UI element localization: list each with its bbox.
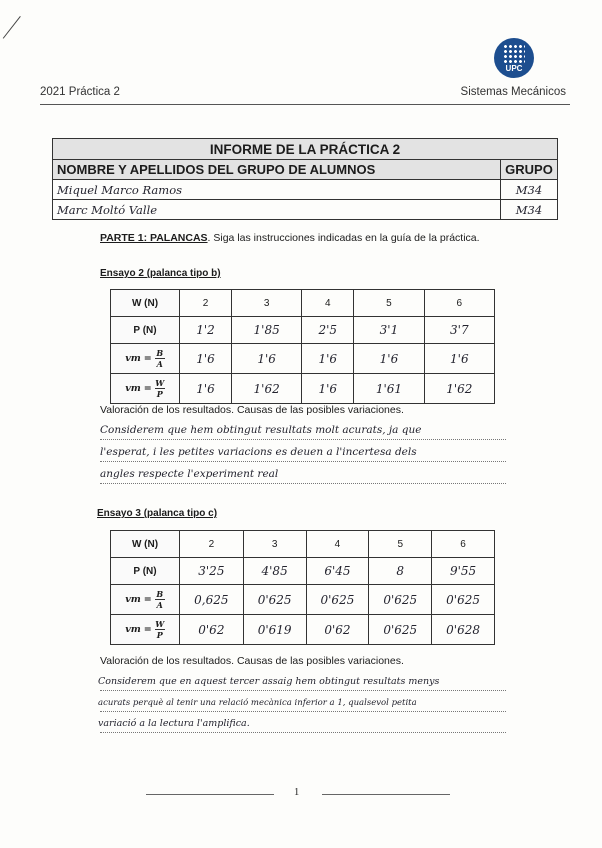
vm-ba-cell: 1'6 [302,344,354,374]
page-number: 1 [294,787,300,798]
p-cell: 3'25 [180,558,244,585]
p-cell: 6'45 [306,558,369,585]
fraction-den: A [156,600,163,610]
p-cell: 9'55 [432,558,495,585]
vm-ba-cell: 0'625 [369,585,432,615]
formula-vm-ba [125,590,165,609]
formula-vm-wp [125,620,165,639]
fraction-num: B [156,589,164,599]
vm-wp-cell: 0'619 [243,615,306,645]
ensayo3-comment-line: acurats perquè al tenir una relació mecànica inferior a 1, qualsevol petita [98,698,417,708]
vm-ba-cell: 0'625 [306,585,369,615]
formula-vm-wp [125,379,165,398]
fraction-w-p [155,620,165,639]
w-cell: 4 [306,531,369,558]
vm-wp-cell: 1'62 [231,374,301,404]
formula-vm-ba [125,349,165,368]
p-cell: 3'1 [354,317,424,344]
header-subject: Sistemas Mecánicos [460,86,566,98]
dotted-rule [100,732,506,733]
vm-ba-cell: 1'6 [231,344,301,374]
vm-ba-row-header [111,344,180,374]
w-row-header: W (N) [111,290,180,317]
pen-mark [3,16,21,39]
group-header: GRUPO [501,160,558,180]
vm-ba-cell: 1'6 [354,344,424,374]
w-cell: 6 [432,531,495,558]
student-name: Miquel Marco Ramos [53,180,501,200]
w-row-header: W (N) [111,531,180,558]
vm-wp-cell: 0'625 [369,615,432,645]
part1-text: . Siga las instrucciones indicadas en la guía de la práctica. [207,232,480,244]
formula-vm: vm [125,624,141,635]
vm-wp-row-header [111,615,180,645]
ensayo3-table [110,530,495,645]
part1-instructions [100,232,480,244]
footer-rule-right [322,794,450,795]
w-cell: 3 [231,290,301,317]
ensayo2-valoracion-label: Valoración de los resultados. Causas de las posibles variaciones. [100,404,404,416]
formula-eq: = [143,353,152,364]
fraction-num: B [156,348,164,358]
footer-rule-left [146,794,274,795]
fraction-num: W [155,619,165,629]
vm-ba-cell: 0,625 [180,585,244,615]
formula-vm: vm [125,353,141,364]
header-rule [40,104,570,105]
p-cell: 8 [369,558,432,585]
w-cell: 2 [180,531,244,558]
vm-ba-row-header [111,585,180,615]
formula-eq: = [143,594,152,605]
w-cell: 3 [243,531,306,558]
vm-wp-cell: 0'628 [432,615,495,645]
dotted-rule [100,483,506,484]
vm-wp-cell: 1'62 [424,374,494,404]
dotted-rule [100,711,506,712]
p-cell: 3'7 [424,317,494,344]
formula-eq: = [143,624,152,635]
ensayo2-comment-line: l'esperat, i les petites variacions es deuen a l'incertesa dels [100,446,417,458]
formula-eq: = [143,383,152,394]
fraction-den: A [156,359,163,369]
vm-wp-row-header [111,374,180,404]
logo-text: UPC [505,64,523,73]
dotted-rule [100,439,506,440]
ensayo3-title: Ensayo 3 (palanca tipo c) [97,508,218,519]
student-group: M34 [501,200,558,220]
vm-ba-cell: 1'6 [180,344,232,374]
ensayo2-title: Ensayo 2 (palanca tipo b) [100,268,221,279]
w-cell: 5 [369,531,432,558]
vm-ba-cell: 1'6 [424,344,494,374]
fraction-num: W [155,378,165,388]
vm-wp-cell: 0'62 [180,615,244,645]
student-group: M34 [501,180,558,200]
ensayo3-valoracion-label: Valoración de los resultados. Causas de las posibles variaciones. [100,655,404,667]
vm-wp-cell: 0'62 [306,615,369,645]
names-header: NOMBRE Y APELLIDOS DEL GRUPO DE ALUMNOS [53,160,501,180]
fraction-b-a [155,349,165,368]
ensayo2-comment-line: angles respecte l'experiment real [100,468,279,480]
w-cell: 6 [424,290,494,317]
report-title: INFORME DE LA PRÁCTICA 2 [53,139,558,160]
header-course: 2021 Práctica 2 [40,86,120,98]
dotted-rule [100,461,506,462]
ensayo2-comment-line: Considerem que hem obtingut resultats molt acurats, ja que [100,424,422,436]
fraction-den: P [156,389,163,399]
ensayo2-table [110,289,495,404]
report-header-table [52,138,558,220]
part1-label: PARTE 1: PALANCAS [100,232,208,244]
w-cell: 4 [302,290,354,317]
w-cell: 5 [354,290,424,317]
p-row-header: P (N) [111,317,180,344]
fraction-w-p [155,379,165,398]
upc-logo [494,38,534,78]
vm-wp-cell: 1'61 [354,374,424,404]
ensayo3-comment-line: Considerem que en aquest tercer assaig hem obtingut resultats menys [98,676,440,687]
formula-vm: vm [125,594,141,605]
vm-ba-cell: 0'625 [432,585,495,615]
p-cell: 1'85 [231,317,301,344]
vm-ba-cell: 0'625 [243,585,306,615]
p-cell: 4'85 [243,558,306,585]
formula-vm: vm [125,383,141,394]
logo-dots [503,44,525,64]
student-name: Marc Moltó Valle [53,200,501,220]
dotted-rule [100,690,506,691]
p-row-header: P (N) [111,558,180,585]
fraction-den: P [156,630,163,640]
w-cell: 2 [180,290,232,317]
fraction-b-a [155,590,165,609]
vm-wp-cell: 1'6 [180,374,232,404]
vm-wp-cell: 1'6 [302,374,354,404]
p-cell: 1'2 [180,317,232,344]
p-cell: 2'5 [302,317,354,344]
ensayo3-comment-line: variació a la lectura l'amplifica. [98,718,250,729]
